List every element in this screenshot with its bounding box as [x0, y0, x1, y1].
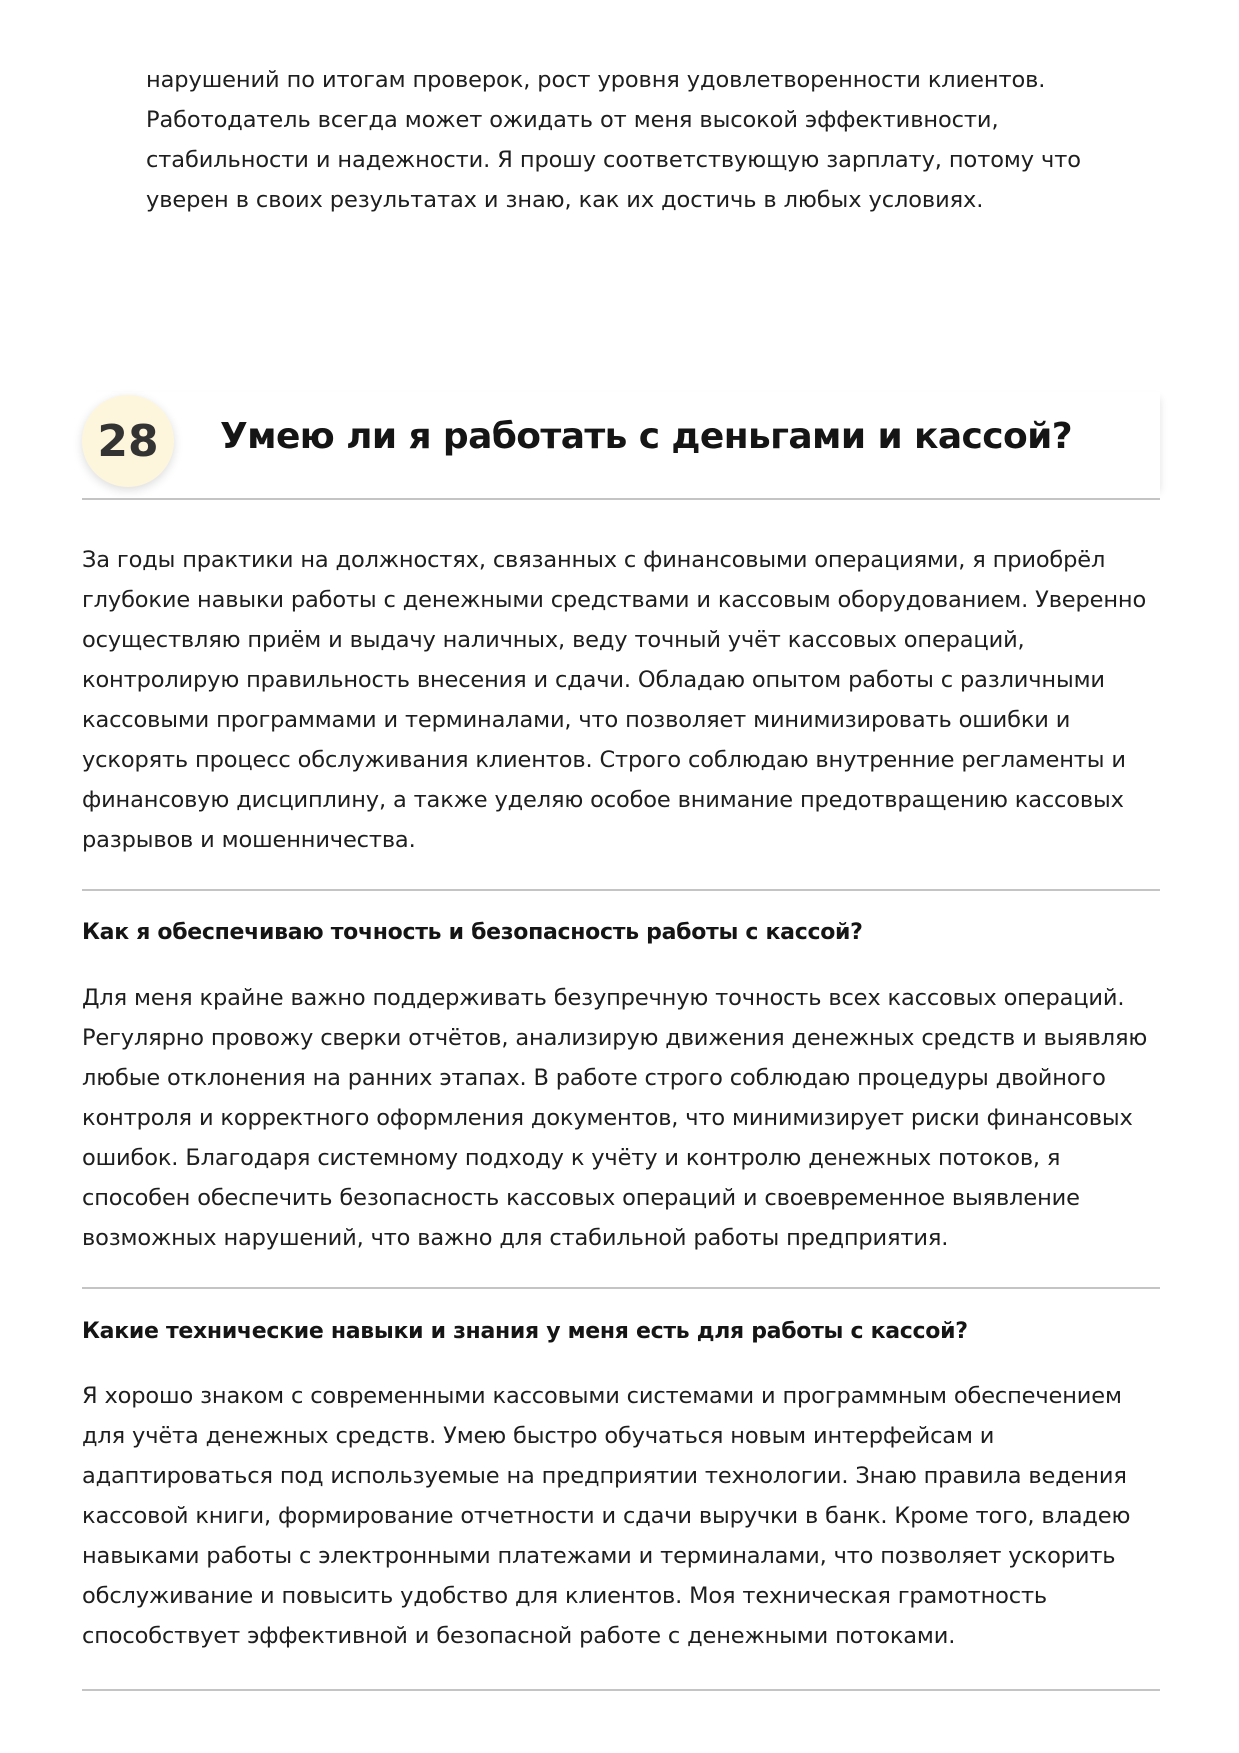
divider [82, 1689, 1160, 1691]
intro-paragraph: нарушений по итогам проверок, рост уровня удовлетворенности клиентов. Работодатель всегда может ожидать от меня высокой эффективности, стабильности и надежности. Я прошу соответствующую зарплату, потому что уверен в своих результатах и знаю, как их достичь в любых условиях. [146, 67, 1081, 213]
divider [82, 1287, 1160, 1289]
section-header [82, 392, 1160, 498]
section-header-divider [82, 498, 1160, 500]
subquestion-title: Как я обеспечиваю точность и безопасность работы с кассой? [82, 920, 863, 945]
section-answer-paragraph: За годы практики на должностях, связанных с финансовыми операциями, я приобрёл глубокие навыки работы с денежными средствами и кассовым оборудованием. Уверенно осуществляю приём и выдачу наличных, веду точный учёт кассовых операций, контролирую правильность внесения и сдачи. Обладаю опытом работы с различными кассовыми программами и терминалами, что позволяет минимизировать ошибки и ускорять процесс обслуживания клиентов. Строго соблюдаю внутренние регламенты и финансовую дисциплину, а также уделяю особое внимание предотвращению кассовых разрывов и мошенничества. [82, 547, 1147, 853]
subquestion-answer-paragraph: Я хорошо знаком с современными кассовыми системами и программным обеспечением для учёта денежных средств. Умею быстро обучаться новым интерфейсам и адаптироваться под используемые на предприятии технологии. Знаю правила ведения кассовой книги, формирование отчетности и сдачи выручки в банк. Кроме того, владею навыками работы с электронными платежами и терминалами, что позволяет ускорить обслуживание и повысить удобство для клиентов. Моя техническая грамотность способствует эффективной и безопасной работе с денежными потоками. [82, 1383, 1131, 1649]
section-title: Умею ли я работать с деньгами и кассой? [220, 416, 1073, 457]
subquestion-title: Какие технические навыки и знания у меня есть для работы с кассой? [82, 1319, 968, 1344]
subquestion-answer-paragraph: Для меня крайне важно поддерживать безупречную точность всех кассовых операций. Регулярно провожу сверки отчётов, анализирую движения денежных средств и выявляю любые отклонения на ранних этапах. В работе строго соблюдаю процедуры двойного контроля и корректного оформления документов, что минимизирует риски финансовых ошибок. Благодаря системному подходу к учёту и контролю денежных потоков, я способен обеспечить безопасность кассовых операций и своевременное выявление возможных нарушений, что важно для стабильной работы предприятия. [82, 985, 1148, 1251]
divider [82, 889, 1160, 891]
section-number-badge: 28 [82, 395, 174, 487]
